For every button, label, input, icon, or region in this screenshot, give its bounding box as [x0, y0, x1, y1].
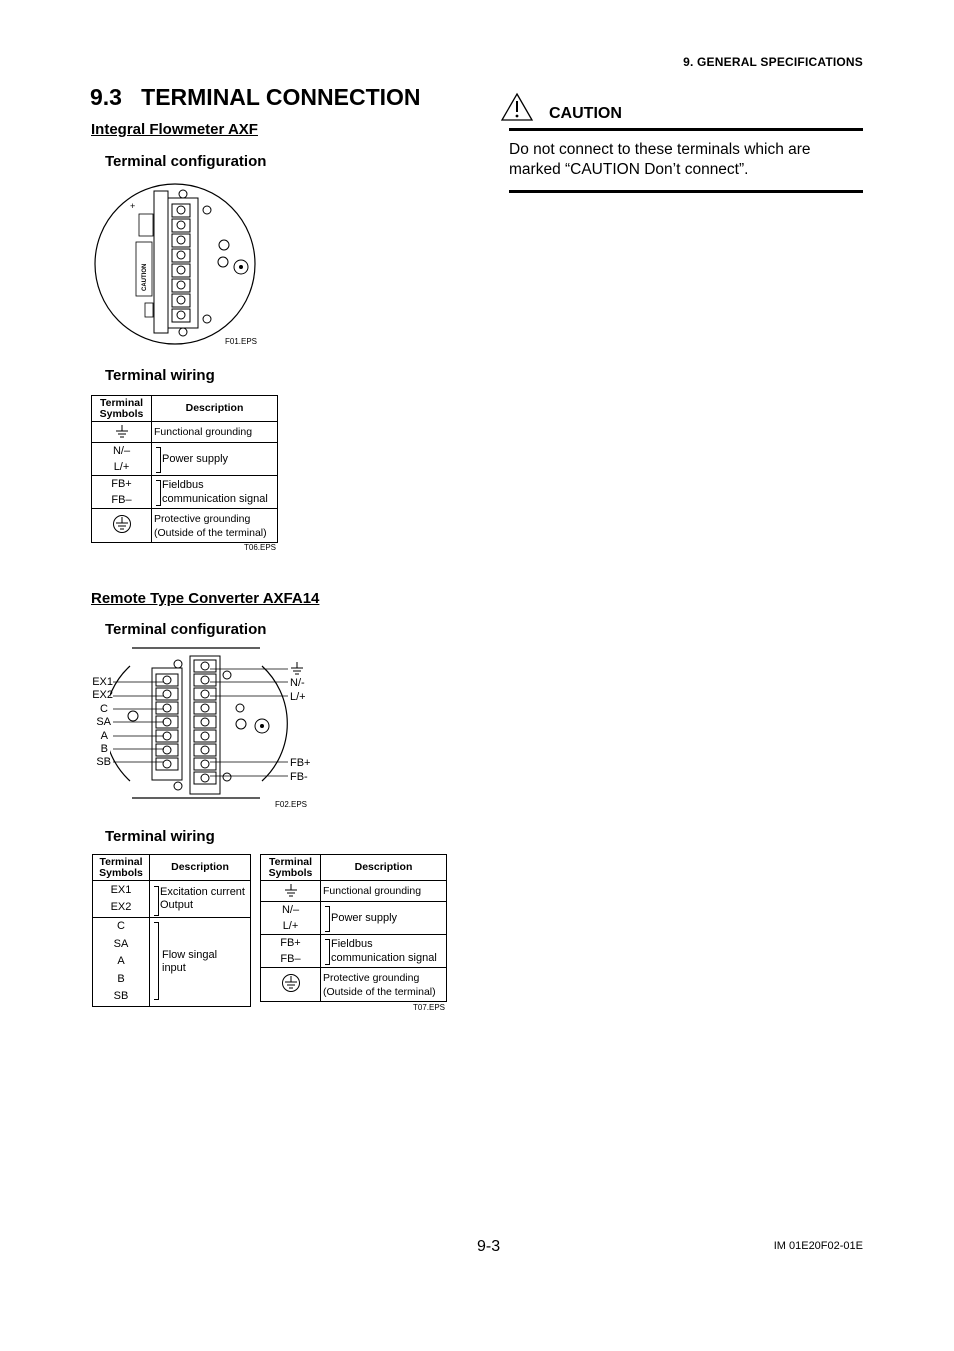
- terminal-symbol-ex2: EX2: [110, 901, 132, 913]
- excitation-desc: Excitation current Output: [160, 886, 245, 911]
- protective-ground-icon: [92, 509, 152, 543]
- label-sa: SA: [96, 716, 111, 729]
- terminal-symbol-l: L/+: [282, 920, 299, 932]
- terminal-symbol-l: L/+: [113, 461, 130, 473]
- label-a: A: [100, 729, 108, 742]
- caution-label: CAUTION: [549, 105, 622, 122]
- integral-heading: Integral Flowmeter AXF: [91, 121, 258, 138]
- col-terminal-symbols: Terminal Symbols: [261, 855, 321, 881]
- table-label-t06: T06.EPS: [244, 543, 277, 552]
- section-title: 9.3 TERMINAL CONNECTION: [90, 84, 421, 110]
- functional-grounding-desc: Functional grounding: [152, 422, 278, 443]
- col-terminal-symbols: Terminal Symbols: [92, 396, 152, 422]
- label-ex2: EX2: [92, 689, 113, 702]
- remote-left-labels: [92, 676, 113, 770]
- remote-right-labels-power: [290, 676, 306, 704]
- terminal-symbol-sb: SB: [113, 990, 129, 1003]
- power-supply-desc: Power supply: [162, 453, 229, 465]
- label-fbp: FB+: [290, 757, 311, 769]
- col-description: Description: [321, 855, 447, 881]
- label-fbm: FB-: [290, 771, 308, 783]
- label-sb: SB: [96, 756, 111, 769]
- figure-label-f01: F01.EPS: [225, 337, 258, 346]
- label-ex1: EX1: [92, 676, 113, 688]
- terminal-block-icon: [154, 190, 198, 336]
- integral-config-heading: Terminal configuration: [105, 153, 267, 170]
- document-id: IM 01E20F02-01E: [773, 1240, 863, 1252]
- caution-text: Do not connect to these terminals which are marked “CAUTION Don’t connect”.: [509, 141, 811, 178]
- label-n: N/-: [290, 677, 305, 689]
- caution-bottom-rule: [509, 190, 863, 193]
- caution-top-rule: [509, 128, 863, 131]
- remote-heading: Remote Type Converter AXFA14: [91, 590, 320, 607]
- functional-grounding-desc: Functional grounding: [321, 881, 447, 902]
- terminal-symbol-sa: SA: [113, 937, 129, 950]
- remote-config-heading: Terminal configuration: [105, 621, 267, 638]
- fieldbus-desc: Fieldbus communication signal: [162, 479, 268, 505]
- col-terminal-symbols: Terminal Symbols: [93, 855, 150, 881]
- col-description: Description: [150, 855, 251, 881]
- integral-wiring-table: [91, 395, 278, 543]
- terminal-symbol-b: B: [117, 972, 125, 985]
- remote-terminal-block-icon: [152, 656, 220, 794]
- label-b: B: [100, 743, 108, 756]
- running-header: 9. GENERAL SPECIFICATIONS: [683, 55, 863, 69]
- figure-label-f02: F02.EPS: [275, 800, 308, 809]
- page-number: 9-3: [477, 1238, 501, 1255]
- terminal-symbol-a: A: [117, 955, 125, 968]
- functional-ground-icon: [290, 661, 304, 675]
- table-label-t07: T07.EPS: [413, 1003, 446, 1012]
- terminal-symbol-n: N/–: [281, 904, 300, 916]
- terminal-symbol-fbp: FB+: [111, 478, 132, 490]
- label-l: L/+: [290, 691, 306, 703]
- fieldbus-desc: Fieldbus communication signal: [331, 938, 437, 964]
- remote-right-labels-fieldbus: [290, 756, 310, 784]
- power-supply-desc: Power supply: [331, 912, 398, 924]
- remote-wiring-table-2: [260, 854, 447, 1002]
- protective-grounding-desc: Protective grounding (Outside of the terminal): [152, 509, 278, 543]
- flow-signal-desc: Flow singal input: [162, 948, 218, 974]
- col-description: Description: [152, 396, 278, 422]
- terminal-symbol-fbm: FB–: [111, 494, 132, 506]
- label-c: C: [100, 702, 108, 715]
- functional-ground-icon: [92, 422, 152, 443]
- terminal-symbol-n: N/–: [112, 445, 131, 457]
- terminal-symbol-ex1: EX1: [110, 884, 132, 896]
- functional-ground-icon: [261, 881, 321, 902]
- terminal-symbol-fbp: FB+: [280, 937, 301, 949]
- terminal-symbol-fbm: FB–: [280, 953, 301, 965]
- protective-grounding-desc: Protective grounding (Outside of the terminal): [321, 968, 447, 1002]
- terminal-symbol-c: C: [117, 920, 125, 932]
- figure-caution-label: CAUTION: [142, 263, 148, 291]
- remote-wiring-table-1: [92, 854, 251, 1007]
- integral-terminal-figure: [88, 176, 268, 356]
- protective-ground-icon: [261, 968, 321, 1002]
- svg-text:+: +: [130, 201, 136, 211]
- remote-wiring-heading: Terminal wiring: [105, 828, 215, 845]
- warning-triangle-icon: [500, 92, 534, 122]
- remote-terminal-figure: [110, 646, 290, 801]
- integral-wiring-heading: Terminal wiring: [105, 367, 215, 384]
